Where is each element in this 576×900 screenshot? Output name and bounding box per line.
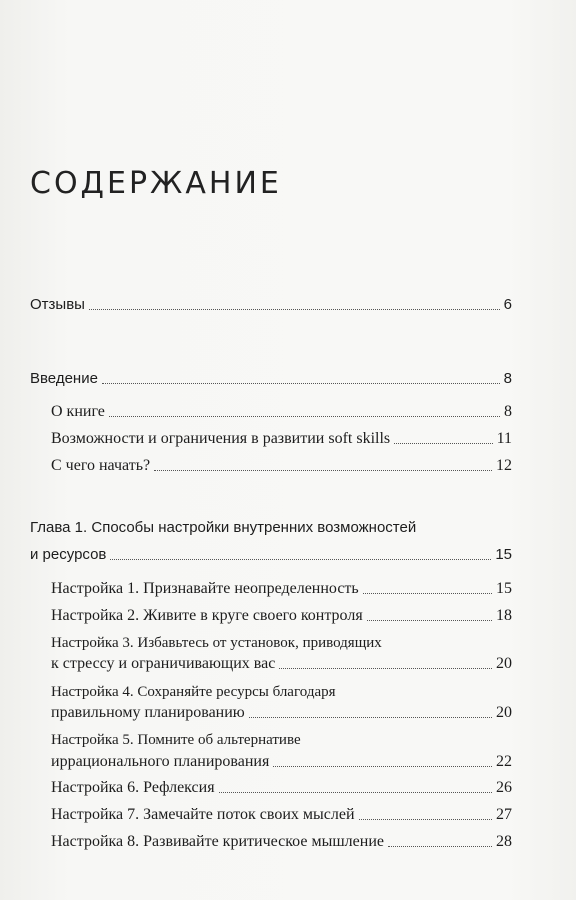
- toc-entry-title: Настройка 2. Живите в круге своего контроля: [51, 607, 363, 624]
- toc-entry-page: 27: [496, 806, 512, 823]
- toc-entry-page: 18: [496, 607, 512, 624]
- toc-entry-page: 8: [503, 370, 512, 387]
- toc-entry-setting-5-line1: Настройка 5. Помните об альтернативе: [51, 732, 301, 748]
- toc-entry-chapter-1: [30, 546, 512, 564]
- toc-entry-page: 20: [496, 655, 512, 672]
- toc-entry-setting-3: [51, 655, 512, 673]
- chapter-1-title-line1: Глава 1. Способы настройки внутренних возможностей: [30, 519, 417, 536]
- toc-entry-title: Введение: [30, 370, 98, 387]
- dot-leader: [359, 819, 492, 820]
- dot-leader: [367, 620, 492, 621]
- toc-entry-setting-8: [51, 833, 512, 851]
- toc-entry-about-book: [51, 403, 512, 421]
- toc-entry-page: 28: [496, 833, 512, 850]
- toc-entry-title: С чего начать?: [51, 457, 151, 474]
- toc-entry-title: Возможности и ограничения в развитии soft skills: [51, 430, 391, 447]
- page-title: СОДЕРЖАНИЕ: [30, 166, 282, 201]
- dot-leader: [219, 792, 492, 793]
- toc-entry-page: 15: [496, 580, 512, 597]
- toc-entry-title: Настройка 8. Развивайте критическое мышление: [51, 833, 384, 850]
- toc-entry-page: 12: [496, 457, 512, 474]
- toc-entry-title: Настройка 6. Рефлексия: [51, 779, 215, 796]
- toc-entry-page: 8: [504, 403, 512, 420]
- toc-entry-intro: [30, 370, 512, 388]
- toc-entry-setting-4-line1: Настройка 4. Сохраняйте ресурсы благодаря: [51, 684, 336, 700]
- toc-entry-page: 6: [503, 296, 512, 313]
- toc-entry-page: 15: [495, 546, 512, 563]
- dot-leader: [394, 443, 492, 444]
- toc-entry-title: Отзывы: [30, 296, 85, 313]
- toc-entry-setting-5: [51, 753, 512, 771]
- toc-entry-title: правильному планированию: [51, 704, 245, 721]
- toc-entry-page: 26: [496, 779, 512, 796]
- toc-entry-setting-2: [51, 607, 512, 625]
- toc-entry-setting-6: [51, 779, 512, 797]
- toc-entry-reviews: [30, 296, 512, 314]
- toc-entry-setting-3-line1: Настройка 3. Избавьтесь от установок, приводящих: [51, 635, 382, 651]
- toc-entry-title: Настройка 1. Признавайте неопределенность: [51, 580, 359, 597]
- toc-entry-possibilities: [51, 430, 512, 448]
- toc-entry-setting-7: [51, 806, 512, 824]
- toc-entry-setting-1: [51, 580, 512, 598]
- chapter-1-title-line2: и ресурсов: [30, 546, 107, 563]
- toc-entry-title: к стрессу и ограничивающих вас: [51, 655, 276, 672]
- toc-entry-where-to-start: [51, 457, 512, 475]
- dot-leader: [363, 593, 492, 594]
- dot-leader: [154, 470, 492, 471]
- dot-leader: [388, 846, 492, 847]
- dot-leader: [102, 383, 500, 384]
- dot-leader: [109, 416, 500, 417]
- dot-leader: [249, 717, 492, 718]
- toc-entry-title: Настройка 7. Замечайте поток своих мыслей: [51, 806, 355, 823]
- dot-leader: [273, 766, 492, 767]
- toc-entry-title: иррационального планирования: [51, 753, 270, 770]
- dot-leader: [89, 309, 500, 310]
- dot-leader: [110, 559, 491, 560]
- toc-entry-page: 11: [496, 430, 512, 447]
- toc-entry-page: 20: [496, 704, 512, 721]
- toc-entry-title: О книге: [51, 403, 105, 420]
- dot-leader: [279, 668, 492, 669]
- toc-entry-setting-4: [51, 704, 512, 722]
- toc-entry-page: 22: [496, 753, 512, 770]
